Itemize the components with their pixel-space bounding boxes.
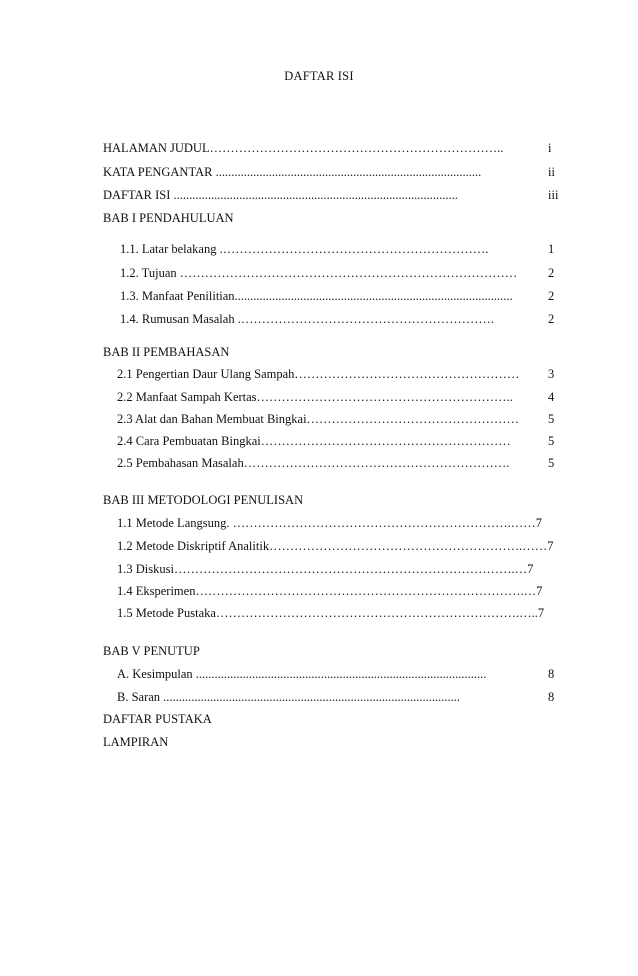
toc-entry: LAMPIRAN <box>103 735 169 749</box>
toc-entry: 1.2. Tujuan ……………………………………………………………………… <box>120 266 518 280</box>
toc-entry: 2.5 Pembahasan Masalah………………………………………………………. <box>117 456 510 470</box>
toc-entry: 1.2 Metode Diskriptif Analitik…………………………………………………….……7 <box>117 539 554 553</box>
toc-entry: DAFTAR ISI ........................................................................................... <box>103 188 458 202</box>
toc-entry: 2.3 Alat dan Bahan Membuat Bingkai…………………………………………… <box>117 412 520 426</box>
toc-entry: 1.1. Latar belakang .………………………………………………………. <box>120 242 489 256</box>
toc-entry: 1.3. Manfaat Penilitian......................................................................................... <box>120 289 513 303</box>
toc-entry: 2.1 Pengertian Daur Ulang Sampah……………………………………………… <box>117 367 520 381</box>
toc-page-number: 5 <box>548 434 555 448</box>
toc-entry: HALAMAN JUDUL…………………………………………………………….. <box>103 141 504 155</box>
toc-page-number: 3 <box>548 367 555 381</box>
toc-page-number: 8 <box>548 690 555 704</box>
toc-entry: A. Kesimpulan ............................................................................................. <box>117 667 487 681</box>
toc-page-number: i <box>548 141 552 155</box>
toc-page-number: 8 <box>548 667 555 681</box>
toc-entry: BAB II PEMBAHASAN <box>103 345 230 359</box>
toc-page-number: 2 <box>548 312 555 326</box>
toc-entry: DAFTAR PUSTAKA <box>103 712 212 726</box>
page-title: DAFTAR ISI <box>284 69 354 83</box>
toc-entry: BAB V PENUTUP <box>103 644 200 658</box>
toc-entry: BAB I PENDAHULUAN <box>103 211 234 225</box>
toc-page-number: ii <box>548 165 555 179</box>
toc-page-number: 4 <box>548 390 555 404</box>
toc-entry: 1.5 Metode Pustaka……………………………………………………………….…..7 <box>117 606 545 620</box>
toc-page-number: 5 <box>548 456 555 470</box>
toc-page-number: 2 <box>548 266 555 280</box>
toc-page-number: iii <box>548 188 559 202</box>
toc-entry: 1.4 Eksperimen…………………………………………………………………….…7 <box>117 584 543 598</box>
toc-entry: 2.4 Cara Pembuatan Bingkai…………………………………………………… <box>117 434 511 448</box>
toc-entry: 1.1 Metode Langsung. ………………………………………………………….……7 <box>117 516 542 530</box>
toc-page-number: 1 <box>548 242 555 256</box>
toc-entry: 1.4. Rumusan Masalah .……………………………………………………. <box>120 312 494 326</box>
toc-entry: BAB III METODOLOGI PENULISAN <box>103 493 304 507</box>
toc-entry: 2.2 Manfaat Sampah Kertas…………………………………………………….. <box>117 390 513 404</box>
toc-entry: 1.3 Diskusi……………………………………………………………………….…7 <box>117 562 534 576</box>
toc-entry: B. Saran ............................................................................................... <box>117 690 461 704</box>
toc-page-number: 2 <box>548 289 555 303</box>
toc-entry: KATA PENGANTAR ..................................................................................... <box>103 165 482 179</box>
toc-page-number: 5 <box>548 412 555 426</box>
